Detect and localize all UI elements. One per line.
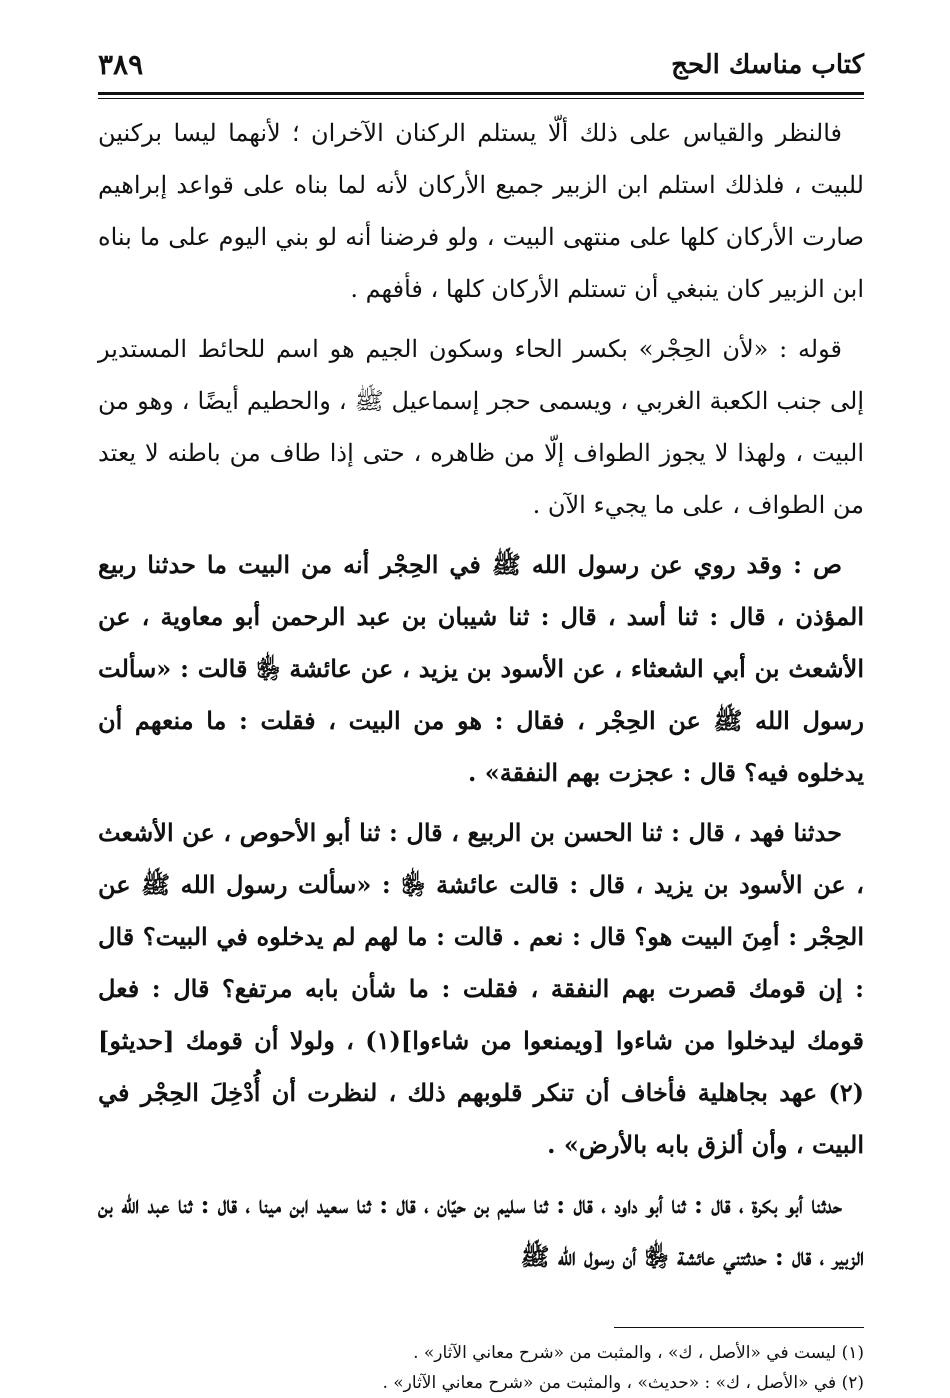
header-rule-thin bbox=[98, 98, 864, 99]
footnotes bbox=[98, 1338, 864, 1398]
footnote-2: (٢) في «الأصل ، ك» : «حديث» ، والمثبت من «شرح معاني الآثار» . bbox=[382, 1373, 864, 1393]
footnote-separator bbox=[614, 1327, 864, 1328]
paragraph-commentary-2: قوله : «لأن الحِجْر» بكسر الحاء وسكون الجيم هو اسم للحائط المستدير إلى جنب الكعبة الغربي ، ويسمى حجر إسماعيل ﷺ ، والحطيم أيضًا ، وهو من البيت ، ولهذا لا يجوز الطواف إلّا من ظاهره ، حتى إذا طاف من باطنه لا يعتد من الطواف ، على ما يجيء الآن . bbox=[98, 335, 864, 519]
paragraph-commentary-1: فالنظر والقياس على ذلك ألّا يستلم الركنان الآخران ؛ لأنهما ليسا بركنين للبيت ، فلذلك استلم ابن الزبير جميع الأركان لأنه لما بناه على قواعد إبراهيم صارت الأركان كلها على منتهى البيت ، ولو فرضنا أنه لو بني اليوم على ما بناه ابن الزبير كان ينبغي أن تستلم الأركان كلها ، فأفهم . bbox=[98, 119, 864, 303]
page-number: ٣٨٩ bbox=[98, 48, 144, 81]
header-rule-thick bbox=[98, 92, 864, 95]
page-header bbox=[98, 38, 864, 90]
page-body bbox=[98, 107, 864, 1283]
book-page bbox=[98, 38, 864, 1398]
paragraph-hadith-1: ص : وقد روي عن رسول الله ﷺ في الحِجْر أنه من البيت ما حدثنا ربيع المؤذن ، قال : ثنا أسد ، قال : ثنا شيبان بن عبد الرحمن أبو معاوية ، عن الأشعث بن أبي الشعثاء ، عن الأسود بن يزيد ، عن عائشة ﵂ قالت : «سألت رسول الله ﷺ عن الحِجْر ، فقال : هو من البيت ، فقلت : ما منعهم أن يدخلوه فيه؟ قال : عجزت بهم النفقة» . bbox=[98, 550, 864, 787]
paragraph-hadith-3: حدثنا أبو بكرة ، قال : ثنا أبو داود ، قال : ثنا سليم بن حيّان ، قال : ثنا سعيد ابن مينا ، قال : ثنا عبد الله بن الزبير ، قال : حدثتني عائشة ﵂ أن رسول الله ﷺ bbox=[98, 1190, 864, 1271]
running-title: كتاب مناسك الحج bbox=[671, 50, 864, 80]
paragraph-hadith-2: حدثنا فهد ، قال : ثنا الحسن بن الربيع ، قال : ثنا أبو الأحوص ، عن الأشعث ، عن الأسود بن يزيد ، قال : قالت عائشة ﵂ : «سألت رسول الله ﷺ عن الحِجْر : أمِنَ البيت هو؟ قال : نعم . قالت : ما لهم لم يدخلوه في البيت؟ قال : إن قومك قصرت بهم النفقة ، فقلت : ما شأن بابه مرتفع؟ قال : فعل قومك ليدخلوا من شاءوا [ويمنعوا من شاءوا](١) ، ولولا أن قومك [حديثو](٢) عهد بجاهلية فأخاف أن تنكر قلوبهم ذلك ، لنظرت أن أُدْخِلَ الحِجْر في البيت ، وأن ألزق بابه بالأرض» . bbox=[98, 818, 865, 1159]
footnote-1: (١) ليست في «الأصل ، ك» ، والمثبت من «شرح معاني الآثار» . bbox=[413, 1343, 864, 1363]
